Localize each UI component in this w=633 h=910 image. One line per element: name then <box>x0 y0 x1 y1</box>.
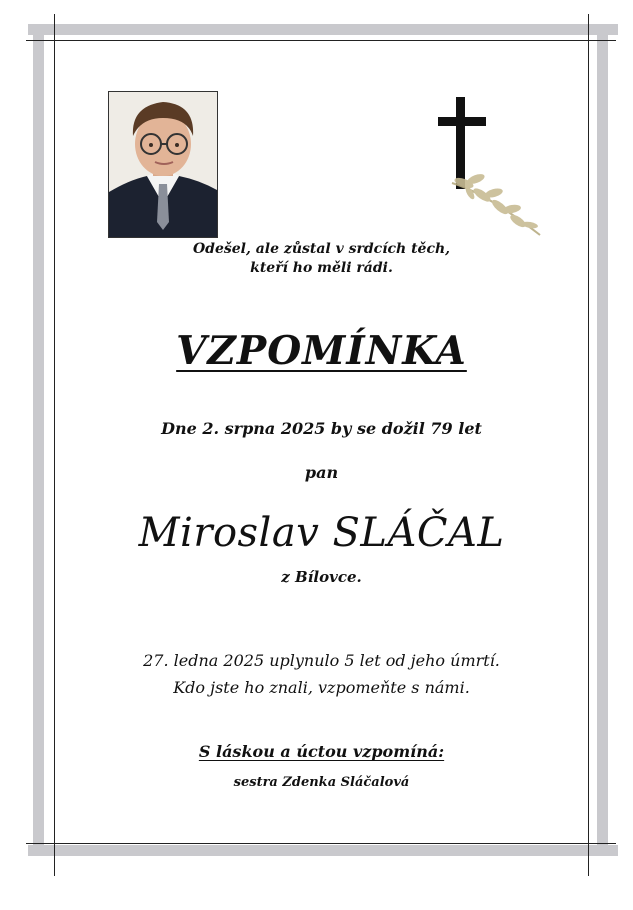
border-line-top <box>26 40 616 41</box>
frame-left <box>33 24 44 856</box>
cross-icon <box>436 97 542 239</box>
signed-by: sestra Zdenka Sláčalová <box>233 775 410 790</box>
frame-top <box>28 24 618 35</box>
portrait-illustration <box>109 92 217 237</box>
heading <box>55 328 588 374</box>
date-line: Dne 2. srpna 2025 by se dožil 79 let <box>161 419 482 438</box>
deceased-name: Miroslav SLÁČAL <box>138 510 505 556</box>
anniversary-line-1: 27. ledna 2025 uplynulo 5 let od jeho úmrtí. <box>143 651 500 670</box>
border-line-right <box>588 14 589 876</box>
portrait-photo <box>108 91 218 238</box>
frame-bottom <box>28 845 618 856</box>
remembrance-text: S láskou a úctou vzpomíná: <box>198 742 445 761</box>
motto <box>55 240 588 278</box>
frame-right <box>597 24 608 856</box>
origin: z Bílovce. <box>281 568 362 586</box>
motto-line-1: Odešel, ale zůstal v srdcích těch, <box>192 241 451 257</box>
border-line-bottom <box>26 843 616 844</box>
anniversary <box>55 647 588 701</box>
olive-branch-icon <box>452 172 540 235</box>
remembrance <box>55 742 588 761</box>
title-word: pan <box>304 463 339 482</box>
heading-text: VZPOMÍNKA <box>176 328 467 374</box>
anniversary-line-2: Kdo jste ho znali, vzpomeňte s námi. <box>173 678 470 697</box>
motto-line-2: kteří ho měli rádi. <box>250 260 393 276</box>
